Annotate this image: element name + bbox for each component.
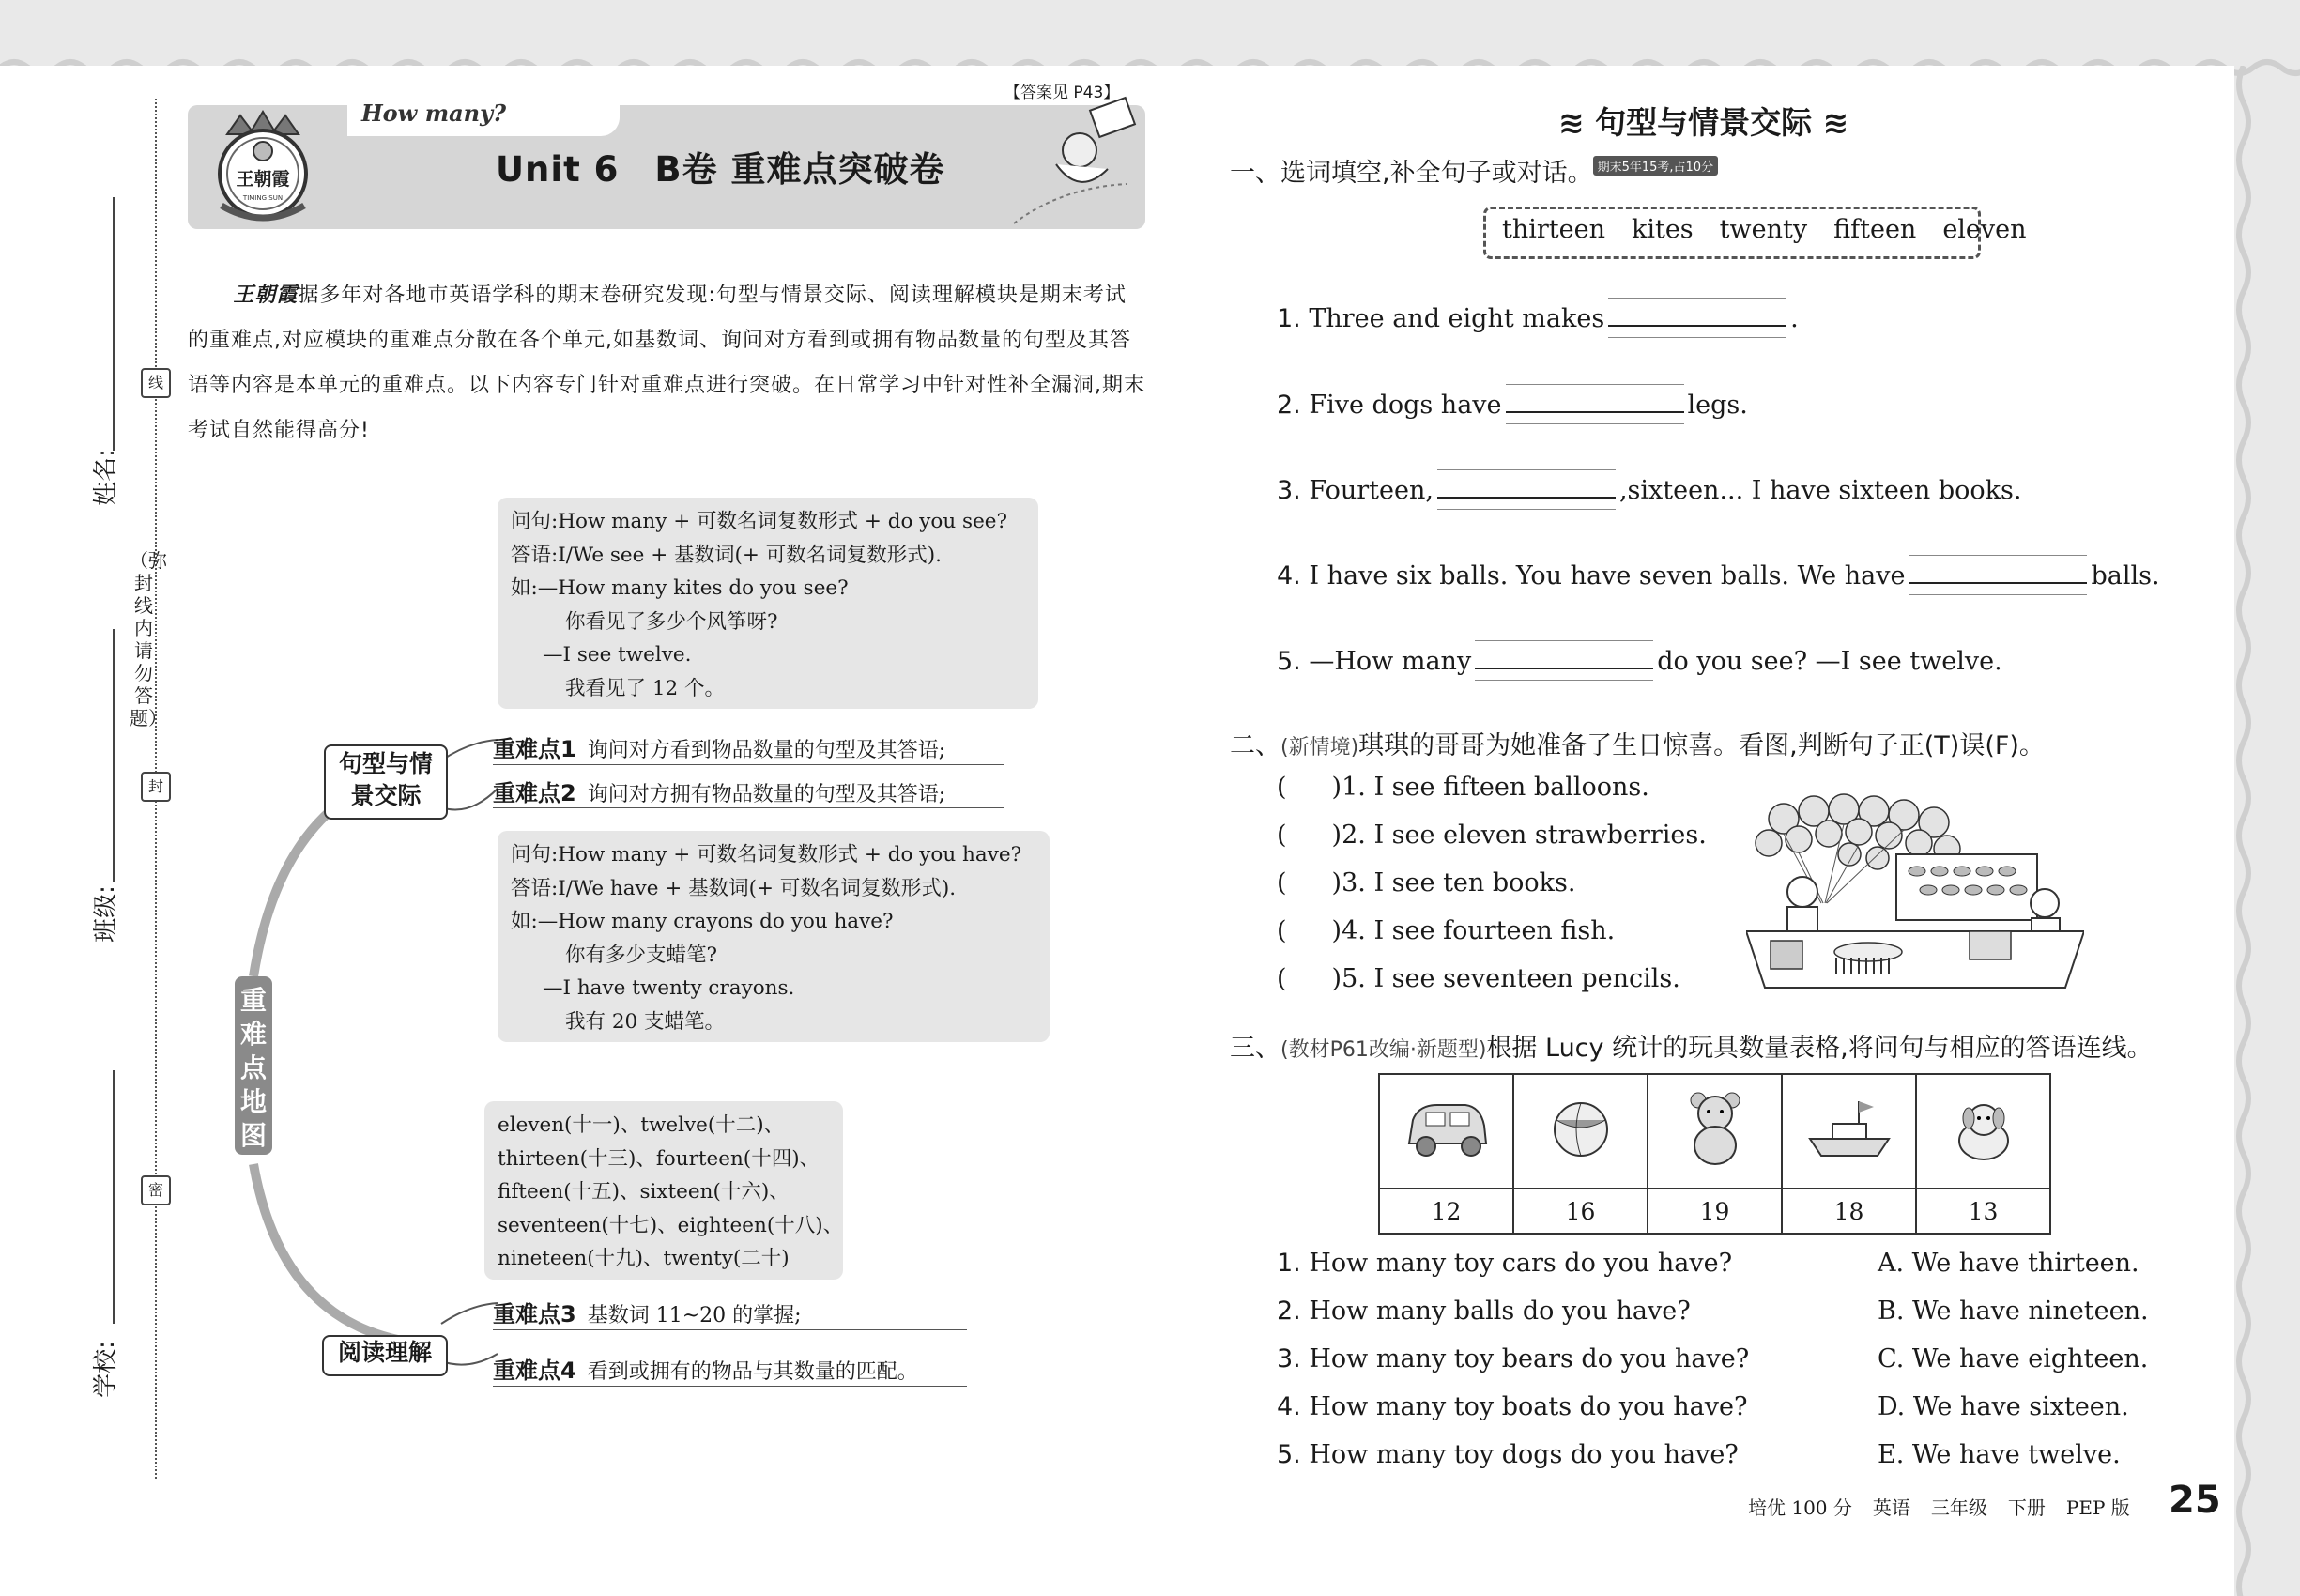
page-number: 25 <box>2169 1479 2221 1522</box>
toy-count: 19 <box>1648 1189 1782 1234</box>
toy-dog-icon <box>1946 1092 2021 1167</box>
word-bank-word: fifteen <box>1833 215 1917 244</box>
bubble-line: 答语:I/We have + 基数词(+ 可数名词复数形式). <box>511 876 957 900</box>
key-point-2-label: 重难点2 <box>493 780 576 806</box>
key-point-4 <box>493 1352 918 1385</box>
unit-subtitle: How many? <box>361 100 507 127</box>
unit-title: Unit 6 B卷 重难点突破卷 <box>496 149 945 190</box>
toy-cell <box>1782 1074 1916 1189</box>
answer-c[interactable]: C. We have eighteen. <box>1878 1344 2149 1373</box>
key-point-2 <box>493 775 945 807</box>
header-cartoon-decoration <box>1004 94 1145 225</box>
key-point-3 <box>493 1296 802 1328</box>
footer-grade: 三年级 <box>1930 1496 1987 1519</box>
wangzhaoxia-logo <box>208 108 317 223</box>
bubble-line: 你看见了多少个风筝呀? <box>565 609 778 634</box>
bubble-line: 如:—How many kites do you see? <box>511 576 849 600</box>
teddy-bear-icon <box>1678 1087 1753 1172</box>
node-reading: 阅读理解 <box>322 1335 448 1376</box>
footer-subject: 英语 <box>1872 1496 1910 1519</box>
class-field-line[interactable] <box>113 629 115 882</box>
part1-item-5: 5. —How many do you see? —I see twelve. <box>1277 647 2002 676</box>
wave-icon: ≋ <box>1812 104 1849 141</box>
word-bank <box>1502 215 2053 244</box>
bubble-line: 问句:How many + 可数名词复数形式 + do you see? <box>511 510 1008 533</box>
question-2[interactable]: 2. How many balls do you have? <box>1277 1297 1691 1326</box>
question-1[interactable]: 1. How many toy cars do you have? <box>1277 1249 1733 1278</box>
name-label: 姓名: <box>91 449 120 506</box>
bubble-line: 我有 20 支蜡笔。 <box>565 1009 726 1034</box>
answer-a[interactable]: A. We have thirteen. <box>1878 1249 2139 1278</box>
question-4[interactable]: 4. How many toy boats do you have? <box>1277 1392 1748 1421</box>
intro-brand: 王朝霞 <box>233 283 299 307</box>
part1-item-4: 4. I have six balls. You have seven balls. We have balls. <box>1277 561 2160 591</box>
center-node-key-points-map: 重难点地图 <box>235 976 272 1155</box>
bubble-line: fifteen(十五)、sixteen(十六)、 <box>498 1180 790 1204</box>
toy-boat-icon <box>1802 1092 1896 1167</box>
intro-paragraph <box>188 272 1145 453</box>
toy-car-icon <box>1400 1092 1494 1167</box>
school-field-line[interactable] <box>113 1070 115 1324</box>
answer-blank[interactable] <box>1608 324 1786 327</box>
judge-bracket[interactable]: ( <box>1277 773 1287 802</box>
word-bank-word: eleven <box>1942 215 2027 244</box>
question-3[interactable]: 3. How many toy bears do you have? <box>1277 1344 1750 1373</box>
toy-count: 16 <box>1513 1189 1648 1234</box>
part2-item-5: ( )5. I see seventeen pencils. <box>1277 964 1680 993</box>
seal-notice: （弥封线内请勿答题） <box>130 549 167 729</box>
part1-exam-tag: 期末5年15考,占10分 <box>1593 156 1719 176</box>
bubble-line: 如:—How many crayons do you have? <box>511 910 894 933</box>
key-point-4-text: 看到或拥有的物品与其数量的匹配。 <box>587 1360 918 1384</box>
class-label: 班级: <box>91 885 120 943</box>
footer-volume: 下册 <box>2007 1496 2046 1519</box>
footer-edition: PEP 版 <box>2065 1496 2130 1519</box>
bubble-line: seventeen(十七)、eighteen(十八)、 <box>498 1213 844 1237</box>
footer-info <box>1748 1493 2151 1520</box>
key-point-4-label: 重难点4 <box>493 1358 576 1384</box>
part2-item-2: ( )2. I see eleven strawberries. <box>1277 821 1707 850</box>
answer-blank[interactable] <box>1909 581 2087 584</box>
word-bank-word: kites <box>1631 215 1694 244</box>
answer-blank[interactable] <box>1475 667 1653 669</box>
bubble-line: eleven(十一)、twelve(十二)、 <box>498 1113 785 1137</box>
wave-icon: ≋ <box>1558 104 1596 141</box>
part1-heading: 一、选词填空,补全句子或对话。 期末5年15考,占10分 <box>1230 152 1718 189</box>
toy-cell <box>1648 1074 1782 1189</box>
part2-item-1: ( )1. I see fifteen balloons. <box>1277 773 1649 802</box>
toy-cell <box>1916 1074 2050 1189</box>
part1-item-2: 2. Five dogs have legs. <box>1277 391 1748 420</box>
intro-text: 据多年对各地市英语学科的期末卷研究发现:句型与情景交际、阅读理解模块是期末考试的重难点,对应模块的重难点分散在各个单元,如基数词、询问对方看到或拥有物品数量的句型及其答语等内容是本单元的重难点。以下内容专门针对重难点进行突破。在日常学习中针对性补全漏洞,期末考试自然能得高分! <box>188 284 1145 442</box>
part2-heading: 二、(新情境)琪琪的哥哥为她准备了生日惊喜。看图,判断句子正(T)误(F)。 <box>1230 731 2045 760</box>
key-point-1 <box>493 730 945 763</box>
bubble-line: 你有多少支蜡笔? <box>565 943 718 967</box>
name-field-line[interactable] <box>113 197 115 451</box>
key-point-4-underline <box>493 1386 967 1387</box>
bubble-see-pattern <box>498 498 1038 709</box>
toy-count: 13 <box>1916 1189 2050 1234</box>
toy-count: 12 <box>1379 1189 1513 1234</box>
key-point-2-underline <box>493 807 1004 808</box>
seal-seal-mark: 封 <box>141 772 171 802</box>
seal-secret-mark: 密 <box>141 1175 171 1205</box>
word-bank-word: thirteen <box>1502 215 1605 244</box>
judge-bracket[interactable]: ( <box>1277 964 1287 993</box>
answer-blank[interactable] <box>1437 496 1616 499</box>
answer-blank[interactable] <box>1506 410 1684 413</box>
answer-reference: 【答案见 P43】 <box>1004 84 1120 102</box>
birthday-surprise-illustration <box>1746 790 2084 997</box>
bubble-line: 我看见了 12 个。 <box>565 676 726 700</box>
bubble-line: —I see twelve. <box>543 643 692 667</box>
section-title: ≋ 句型与情景交际 ≋ <box>1558 104 1849 141</box>
ball-icon <box>1543 1092 1618 1167</box>
node-sentence-patterns: 句型与情景交际 <box>324 744 448 820</box>
judge-bracket[interactable]: ( <box>1277 916 1287 945</box>
bubble-line: —I have twenty crayons. <box>543 976 795 1000</box>
judge-bracket[interactable]: ( <box>1277 868 1287 898</box>
answer-b[interactable]: B. We have nineteen. <box>1878 1297 2149 1326</box>
key-point-1-label: 重难点1 <box>493 736 576 762</box>
toy-count: 18 <box>1782 1189 1916 1234</box>
key-point-3-underline <box>493 1329 967 1330</box>
key-point-1-underline <box>493 764 1004 765</box>
key-point-3-label: 重难点3 <box>493 1301 576 1327</box>
right-wavy-border <box>2230 66 2258 1596</box>
word-bank-word: twenty <box>1719 215 1808 244</box>
logo-subtext: TIMING SUN <box>242 194 284 202</box>
answer-e[interactable]: E. We have twelve. <box>1878 1440 2121 1469</box>
key-point-3-text: 基数词 11~20 的掌握; <box>587 1304 802 1327</box>
judge-bracket[interactable]: ( <box>1277 821 1287 850</box>
bubble-numbers <box>484 1101 843 1280</box>
bubble-line: 问句:How many + 可数名词复数形式 + do you have? <box>511 843 1022 867</box>
bubble-line: 答语:I/We see + 基数词(+ 可数名词复数形式). <box>511 543 943 567</box>
toy-count-table <box>1378 1073 2051 1235</box>
bubble-line: nineteen(十九)、twenty(二十) <box>498 1247 790 1270</box>
part1-item-3: 3. Fourteen, ,sixteen... I have sixteen books. <box>1277 476 2022 505</box>
part2-item-3: ( )3. I see ten books. <box>1277 868 1576 898</box>
toy-cell <box>1379 1074 1513 1189</box>
part2-item-4: ( )4. I see fourteen fish. <box>1277 916 1616 945</box>
answer-d[interactable]: D. We have sixteen. <box>1878 1392 2129 1421</box>
seal-line-mark: 线 <box>141 368 171 398</box>
key-point-2-text: 询问对方拥有物品数量的句型及其答语; <box>587 783 946 806</box>
logo-text: 王朝霞 <box>236 169 290 190</box>
question-5[interactable]: 5. How many toy dogs do you have? <box>1277 1440 1739 1469</box>
part1-item-1: 1. Three and eight makes . <box>1277 304 1799 333</box>
key-point-1-text: 询问对方看到物品数量的句型及其答语; <box>587 739 946 762</box>
toy-cell <box>1513 1074 1648 1189</box>
school-label: 学校: <box>91 1341 120 1398</box>
footer-series: 培优 100 分 <box>1748 1496 1852 1519</box>
part3-heading: 三、(教材P61改编·新题型)根据 Lucy 统计的玩具数量表格,将问句与相应的答语连线。 <box>1230 1034 2153 1063</box>
bubble-have-pattern <box>498 831 1050 1042</box>
bubble-line: thirteen(十三)、fourteen(十四)、 <box>498 1146 820 1171</box>
